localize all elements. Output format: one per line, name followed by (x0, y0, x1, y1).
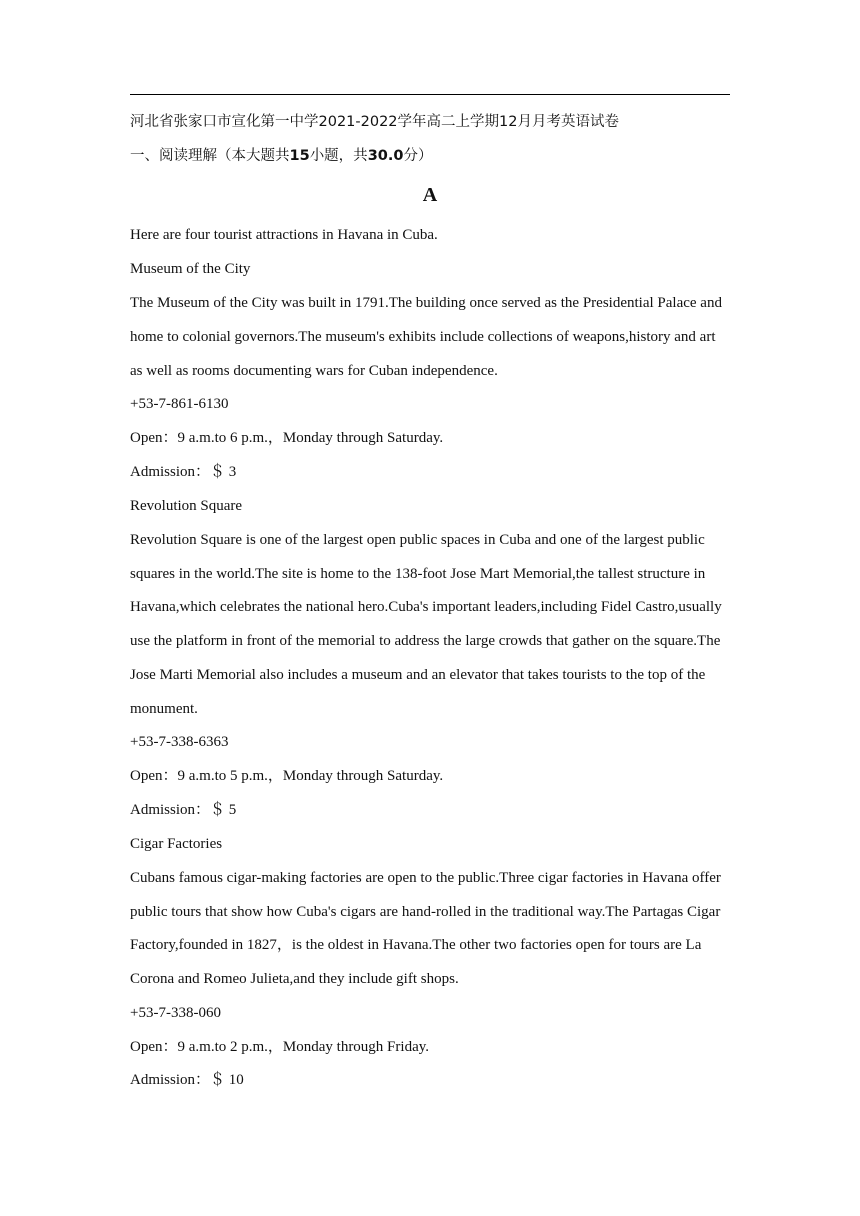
description-line: home to colonial governors.The museum's exhibits include collections of weapons,history and art (130, 329, 716, 345)
description-line: Cubans famous cigar-making factories are open to the public.Three cigar factories in Havana offer (130, 870, 721, 886)
description-line: The Museum of the City was built in 1791.The building once served as the Presidential Palace and (130, 295, 722, 311)
total-score: 30.0 (367, 148, 404, 164)
exam-title: 河北省张家口市宣化第一中学2021-2022学年高二上学期12月月考英语试卷 (130, 114, 619, 130)
description-line: as well as rooms documenting wars for Cuban independence. (130, 363, 498, 379)
description-line: Revolution Square is one of the largest open public spaces in Cuba and one of the largest public (130, 532, 705, 548)
description-line: use the platform in front of the memorial to address the large crowds that gather on the square.The (130, 633, 721, 649)
question-count: 15 (289, 148, 310, 164)
section-suffix: 分） (403, 148, 433, 164)
description-line: Corona and Romeo Julieta,and they include gift shops. (130, 971, 459, 987)
opening-hours: Open：9 a.m.to 5 p.m.，Monday through Saturday. (130, 768, 444, 784)
opening-hours: Open：9 a.m.to 2 p.m.，Monday through Friday. (130, 1039, 429, 1055)
description-line: Jose Marti Memorial also includes a museum and an elevator that takes tourists to the top of the (130, 667, 706, 683)
description-line: squares in the world.The site is home to the 138-foot Jose Mart Memorial,the tallest structure in (130, 566, 706, 582)
attraction-name: Revolution Square (130, 498, 243, 514)
description-line: monument. (130, 701, 198, 717)
phone-number: +53-7-338-060 (130, 1005, 221, 1021)
admission-price: Admission：＄ 3 (130, 464, 237, 480)
section-heading (130, 147, 740, 165)
header-rule (130, 94, 730, 95)
description-line: public tours that show how Cuba's cigars are hand-rolled in the traditional way.The Partagas Cigar (130, 904, 721, 920)
opening-hours: Open：9 a.m.to 6 p.m.，Monday through Saturday. (130, 430, 444, 446)
passage-label: A (422, 184, 438, 206)
phone-number: +53-7-861-6130 (130, 396, 229, 412)
description-line: Factory,founded in 1827，is the oldest in Havana.The other two factories open for tours are La (130, 937, 702, 953)
section-prefix: 一、阅读理解（本大题共 (130, 148, 290, 164)
admission-price: Admission：＄ 10 (130, 1072, 244, 1088)
attraction-name: Museum of the City (130, 261, 251, 277)
description-line: Havana,which celebrates the national hero.Cuba's important leaders,including Fidel Castro,usually (130, 599, 722, 615)
phone-number: +53-7-338-6363 (130, 734, 229, 750)
section-middle: 小题，共 (309, 148, 368, 164)
admission-price: Admission：＄ 5 (130, 802, 237, 818)
passage-intro: Here are four tourist attractions in Havana in Cuba. (130, 227, 438, 243)
attraction-name: Cigar Factories (130, 836, 223, 852)
